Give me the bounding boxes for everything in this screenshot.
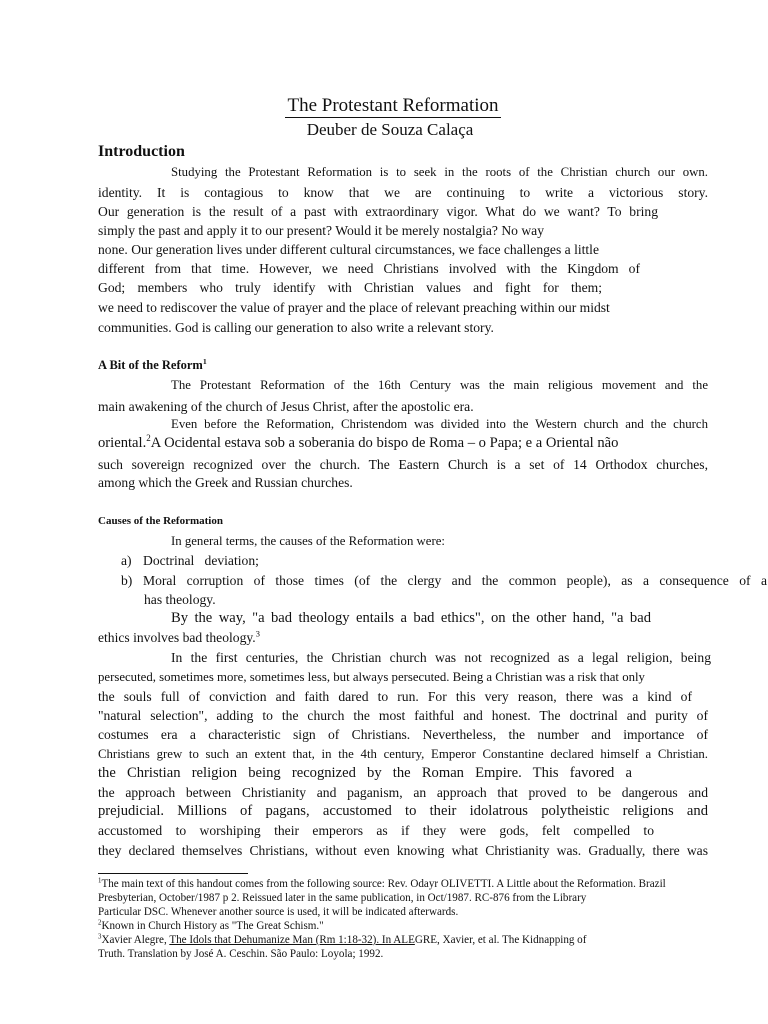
footnote-1-line: Particular DSC. Whenever another source is used, it will be indicated afterwards.	[98, 906, 459, 918]
footnote-separator	[98, 873, 248, 874]
section-heading-causes: Causes of the Reformation	[98, 515, 223, 527]
paragraph-line: communities. God is calling our generation to also write a relevant story.	[98, 320, 494, 335]
paragraph-line: we need to rediscover the value of prayer and the place of relevant preaching within our midst	[98, 300, 610, 315]
list-item-continuation: has theology.	[144, 592, 216, 607]
paragraph-line: different from that time. However, we need Christians involved with the Kingdom of	[98, 261, 640, 276]
section-heading-reform: A Bit of the Reform$^1$	[98, 356, 207, 372]
paragraph-line: main awakening of the church of Jesus Christ, after the apostolic era.	[98, 399, 474, 414]
footnote-1-line: Presbyterian, October/1987 p 2. Reissued later in the same publication, in Oct/1987. RC-876 from the Library	[98, 892, 587, 904]
document-author: Deuber de Souza Calaça	[306, 120, 474, 139]
paragraph-line: prejudicial. Millions of pagans, accustomed to their idolatrous polytheistic religions and	[98, 803, 708, 819]
paragraph-line: In general terms, the causes of the Reformation were:	[171, 534, 445, 548]
footnote-3-title: The Idols that Dehumanize Man (Rm 1:18-32). In ALE	[169, 934, 415, 946]
document-title: The Protestant Reformation	[287, 95, 499, 116]
footnote-3-line: Truth. Translation by José A. Ceschin. São Paulo: Loyola; 1992.	[98, 948, 384, 960]
footnote-2: $^2$Known in Church History as "The Great Schism."	[98, 919, 324, 932]
paragraph-line: none. Our generation lives under different cultural circumstances, we face challenges a little	[98, 242, 599, 257]
paragraph-line: ethics involves bad theology.$^3$	[98, 628, 260, 645]
paragraph-line: Our generation is the result of a past with extraordinary vigor. What do we want? To bring	[98, 204, 658, 219]
section-heading-introduction: Introduction	[98, 143, 185, 160]
paragraph-line: Studying the Protestant Reformation is to seek in the roots of the Christian church our own.	[171, 165, 708, 179]
paragraph-line: By the way, "a bad theology entails a bad ethics", on the other hand, "a bad	[171, 610, 651, 626]
paragraph-line: Even before the Reformation, Christendom was divided into the Western church and the church	[171, 417, 708, 431]
paragraph-line: God; members who truly identify with Christian values and fight for them;	[98, 280, 602, 295]
paragraph-line: accustomed to worshiping their emperors as if they were gods, felt compelled to	[98, 823, 654, 838]
paragraph-line: simply the past and apply it to our present? Would it be merely nostalgia? No way	[98, 223, 545, 238]
footnote-ref: 1	[202, 356, 207, 366]
footnote-ref: 2	[146, 433, 151, 444]
list-item: b) Moral corruption of those times (of the clergy and the common people), as a consequence of a	[121, 573, 767, 588]
paragraph-line: among which the Greek and Russian churches.	[98, 475, 353, 490]
paragraph-line: the Christian religion being recognized by the Roman Empire. This favored a	[98, 765, 632, 781]
footnote-1: $^1$The main text of this handout comes from the following source: Rev. Odayr OLIVETTI. A Little about the Reformation. Brazil	[98, 877, 666, 890]
paragraph-line: oriental.$^2$A Ocidental estava sob a soberania do bispo de Roma – o Papa; e a Oriental não	[98, 433, 619, 451]
paragraph-line: The Protestant Reformation of the 16th Century was the main religious movement and the	[171, 378, 708, 392]
footnote-3: $^3$Xavier Alegre, The Idols that Dehumanize Man (Rm 1:18-32). In ALEGRE, Xavier, et al. The Kidnapping of	[98, 933, 587, 946]
paragraph-line: In the first centuries, the Christian church was not recognized as a legal religion, being	[171, 650, 711, 665]
footnote-ref: 3	[255, 628, 260, 639]
paragraph-line: they declared themselves Christians, without even knowing what Christianity was. Gradually, there was	[98, 843, 708, 858]
list-item: a) Doctrinal deviation;	[121, 553, 259, 568]
paragraph-line: such sovereign recognized over the church. The Eastern Church is a set of 14 Orthodox churches,	[98, 457, 708, 472]
paragraph-line: identity. It is contagious to know that we are continuing to write a victorious story.	[98, 185, 708, 200]
paragraph-line: persecuted, sometimes more, sometimes less, but always persecuted. Being a Christian was a risk that only	[98, 670, 645, 684]
paragraph-line: the approach between Christianity and paganism, an approach that proved to be dangerous and	[98, 785, 708, 800]
paragraph-line: "natural selection", adding to the church the most faithful and honest. The doctrinal and purity of	[98, 708, 708, 723]
paragraph-line: costumes era a characteristic sign of Christians. Nevertheless, the number and importance of	[98, 727, 708, 742]
paragraph-line: the souls full of conviction and faith dared to run. For this very reason, there was a kind of	[98, 689, 692, 704]
paragraph-line: Christians grew to such an extent that, in the 4th century, Emperor Constantine declared himself a Christian.	[98, 747, 708, 761]
